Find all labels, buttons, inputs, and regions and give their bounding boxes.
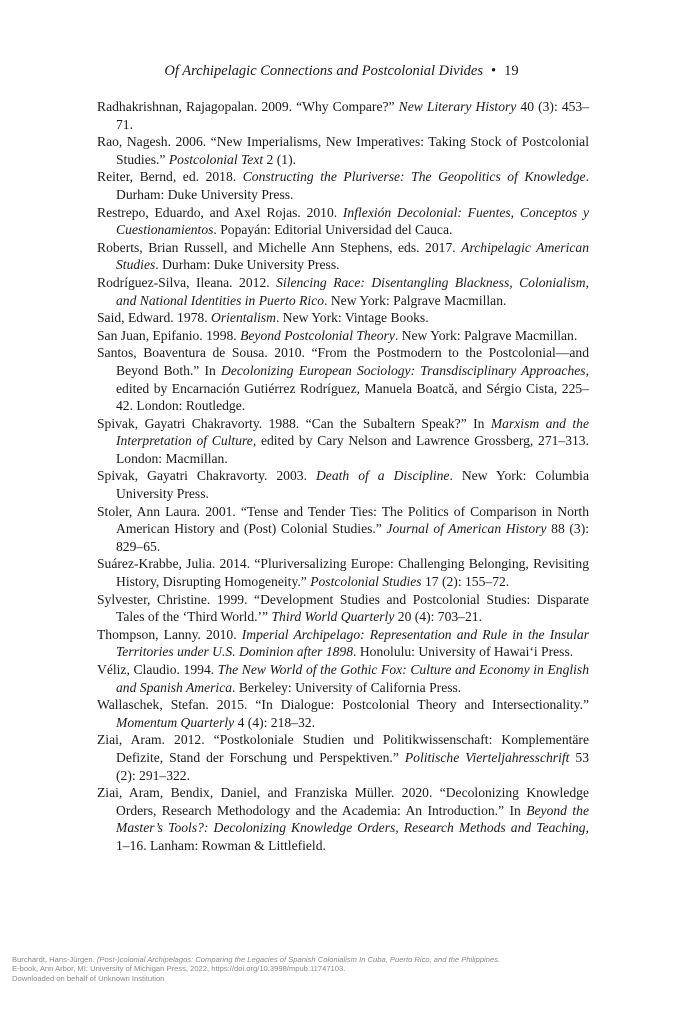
reference-text: Rao, Nagesh. 2006. “New Imperialisms, New Imperatives: Taking Stock of Postcolonial Studies.”: [97, 134, 589, 167]
footer-author: Burchardt, Hans-Jürgen.: [12, 955, 97, 964]
footer-citation: [12, 955, 672, 964]
footer-publication: E-book, Ann Arbor, MI: University of Michigan Press, 2022, https://doi.org/10.3998/mpub.11747103.: [12, 964, 346, 974]
footer-book-title: (Post-)colonial Archipelagos: Comparing the Legacies of Spanish Colonialism In Cuba, Puerto Rico, and the Philippines.: [96, 955, 501, 964]
reference-entry: [97, 327, 589, 345]
reference-title: Death of a Discipline: [315, 468, 450, 484]
reference-title: Journal of American History: [386, 521, 547, 537]
reference-entry: [97, 133, 589, 168]
reference-entry: [97, 274, 589, 309]
reference-entry: [97, 503, 589, 556]
reference-text: Ziai, Aram. 2012. “Postkoloniale Studien und Politikwissenschaft: Komplementäre Defizite, Stand der Forschung und Perspektiven.”: [97, 732, 589, 765]
reference-entry: [97, 344, 589, 414]
reference-title: Archipelagic American Studies: [116, 239, 589, 273]
reference-entry: [97, 415, 589, 468]
reference-title: Postcolonial Studies: [310, 574, 422, 590]
reference-text: Wallaschek, Stefan. 2015. “In Dialogue: Postcolonial Theory and Intersectionality.”: [97, 697, 589, 713]
reference-text: Restrepo, Eduardo, and Axel Rojas. 2010.: [97, 204, 343, 220]
reference-text: 2 (1).: [263, 151, 296, 167]
reference-text: , edited by Encarnación Gutiérrez Rodríguez, Manuela Boatcă, and Sérgio Cista, 225–42. London: Routledge.: [116, 362, 589, 414]
reference-text: 40 (3): 453–71.: [116, 99, 590, 132]
reference-title: Beyond Postcolonial Theory: [240, 327, 395, 343]
reference-text: Reiter, Bernd, ed. 2018.: [97, 169, 243, 185]
running-header-title: Of Archipelagic Connections and Postcolonial Divides: [164, 63, 483, 79]
reference-title: Momentum Quarterly: [116, 714, 235, 730]
reference-text: . Durham: Duke University Press.: [155, 257, 340, 273]
header-separator: •: [490, 63, 497, 79]
reference-text: . New York: Palgrave Macmillan.: [394, 327, 578, 343]
reference-text: Spivak, Gayatri Chakravorty. 1988. “Can the Subaltern Speak?” In: [97, 415, 491, 431]
reference-text: Radhakrishnan, Rajagopalan. 2009. “Why Compare?”: [97, 99, 399, 114]
reference-title: Beyond the Master’s Tools?: Decolonizing Knowledge Orders, Research Methods and Teaching: [116, 802, 589, 836]
reference-text: . New York: Palgrave Macmillan.: [324, 292, 507, 308]
reference-title: Politische Vierteljahresschrift: [404, 749, 570, 765]
reference-text: 20 (4): 703–21.: [394, 609, 482, 625]
reference-title: Decolonizing European Sociology: Transdisciplinary Approaches: [221, 362, 586, 378]
reference-entry: [97, 784, 589, 854]
page-number: 19: [504, 63, 519, 79]
reference-entry: [97, 204, 589, 239]
reference-text: . Honolulu: University of Hawai‘i Press.: [353, 644, 574, 660]
reference-text: Stoler, Ann Laura. 2001. “Tense and Tender Ties: The Politics of Comparison in North American History and (Post) Colonial Studies.”: [97, 503, 589, 537]
reference-entry: [97, 661, 589, 696]
reference-text: Suárez-Krabbe, Julia. 2014. “Pluriversalizing Europe: Challenging Belonging, Revisiting History, Disrupting Homogeneity.”: [97, 556, 589, 590]
reference-text: 53 (2): 291–322.: [116, 749, 590, 783]
reference-text: 17 (2): 155–72.: [421, 574, 510, 590]
reference-text: San Juan, Epifanio. 1998.: [97, 327, 241, 343]
reference-title: Silencing Race: Disentangling Blackness, Colonialism, and National Identities in Puerto Rico: [116, 274, 589, 308]
reference-title: Constructing the Pluriverse: The Geopolitics of Knowledge: [242, 169, 586, 185]
reference-title: Marxism and the Interpretation of Culture: [116, 415, 589, 449]
reference-entry: [97, 309, 589, 327]
download-footer: [12, 955, 672, 983]
reference-entry: [97, 555, 589, 590]
reference-list: [97, 98, 589, 855]
reference-title: Inflexión Decolonial: Fuentes, Conceptos y Cuestionamientos: [116, 204, 589, 238]
reference-text: . New York: Vintage Books.: [275, 310, 429, 326]
reference-title: Orientalism: [211, 310, 276, 326]
reference-entry: [97, 239, 589, 274]
running-header: [0, 63, 683, 80]
reference-entry: [97, 168, 589, 203]
reference-text: Ziai, Aram, Bendix, Daniel, and Franziska Müller. 2020. “Decolonizing Knowledge Orders, Research Methodology and the Academia: An Introduction.” In: [97, 785, 589, 818]
reference-entry: [97, 626, 589, 661]
reference-text: Véliz, Claudio. 1994.: [97, 662, 218, 677]
reference-entry: [97, 467, 589, 502]
reference-title: Third World Quarterly: [271, 609, 395, 625]
footer-download-note: Downloaded on behalf of Unknown Institution: [12, 973, 165, 983]
reference-text: . Berkeley: University of California Press.: [232, 679, 462, 695]
reference-text: Rodríguez-Silva, Ileana. 2012.: [97, 274, 277, 290]
reference-text: . New York: Columbia University Press.: [116, 468, 589, 502]
reference-text: Thompson, Lanny. 2010.: [97, 626, 242, 642]
reference-text: Spivak, Gayatri Chakravorty. 2003.: [97, 468, 316, 484]
reference-title: New Literary History: [398, 99, 517, 114]
reference-title: The New World of the Gothic Fox: Culture and Economy in English and Spanish America: [116, 662, 590, 695]
reference-text: Santos, Boaventura de Sousa. 2010. “From the Postmodern to the Postcolonial—and Beyond Both.” In: [97, 345, 589, 378]
reference-entry: [97, 731, 589, 784]
reference-entry: [97, 591, 589, 626]
reference-entry: [97, 696, 589, 731]
reference-title: Postcolonial Text: [168, 151, 264, 167]
reference-entry: [97, 98, 589, 133]
reference-text: Sylvester, Christine. 1999. “Development Studies and Postcolonial Studies: Disparate Tales of the ‘Third World.’”: [97, 591, 589, 625]
reference-text: 88 (3): 829–65.: [116, 521, 589, 554]
reference-text: Said, Edward. 1978.: [97, 310, 212, 326]
reference-text: , 1–16. Lanham: Rowman & Littlefield.: [116, 820, 589, 853]
reference-text: . Durham: Duke University Press.: [116, 169, 589, 202]
reference-text: 4 (4): 218–32.: [234, 714, 315, 730]
reference-text: Roberts, Brian Russell, and Michelle Ann Stephens, eds. 2017.: [97, 239, 462, 255]
reference-text: , edited by Cary Nelson and Lawrence Grossberg, 271–313. London: Macmillan.: [116, 433, 589, 466]
reference-title: Imperial Archipelago: Representation and Rule in the Insular Territories under U.S. Dominion after 1898: [116, 626, 589, 660]
reference-text: . Popayán: Editorial Universidad del Cauca.: [213, 222, 453, 238]
